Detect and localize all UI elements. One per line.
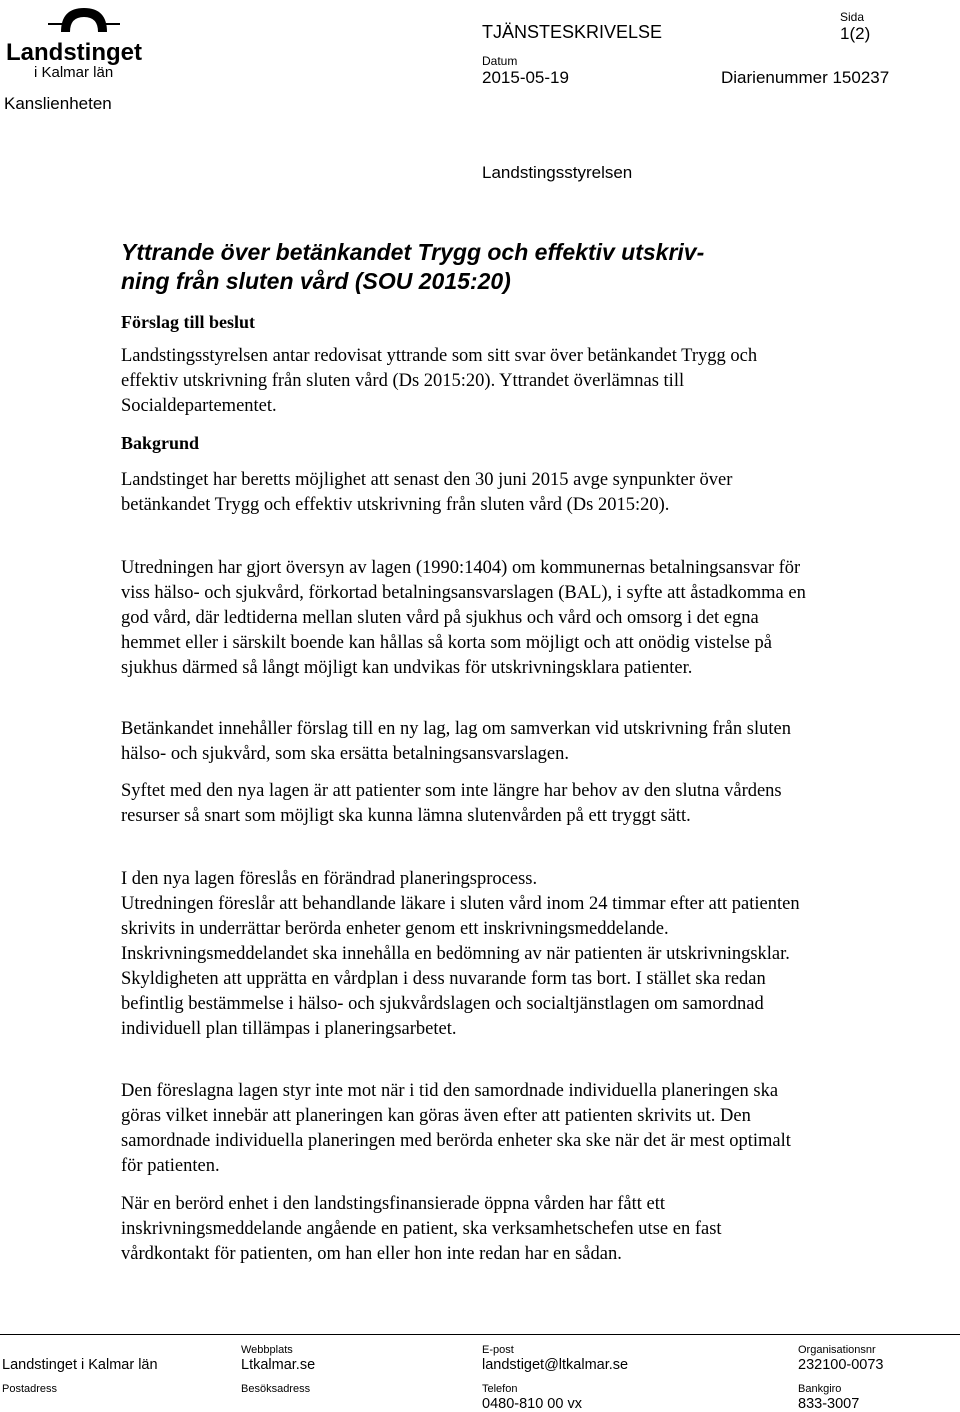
heading-background: Bakgrund	[121, 433, 200, 453]
paragraph: Utredningen har gjort översyn av lagen (1990:1404) om kommunernas betalningsansvar för viss hälso- och sjukvård, förkortad betalningsansvarslagen (BAL), i syfte att åstadkomma en god vård, där ledtiderna mellan sluten vård på sjukhus och vård och omsorg i det egna hemmet eller i särskilt boende kan hållas så korta som möjligt och att onödig vistelse på sjukhus därmed så långt möjligt kan undvikas för utskrivningsklara patienter.	[121, 558, 806, 678]
footer-phone-value: 0480-810 00 vx	[482, 1396, 582, 1412]
paragraph: Den föreslagna lagen styr inte mot när i tid den samordnade individuella planeringen ska göras vilket innebär att planeringen kan göras även efter att patienten skrivits ut. Den samordnade individuella planeringen med berörda enheter ska ske när det är mest optimalt för patienten.	[121, 1081, 791, 1176]
footer-orgnr-value: 232100-0073	[798, 1357, 884, 1373]
paragraph: Betänkandet innehåller förslag till en ny lag, lag om samverkan vid utskrivning från sluten hälso- och sjukvård, som ska ersätta betalningsansvarslagen.	[121, 719, 791, 764]
footer-bankgiro-label: Bankgiro	[798, 1383, 842, 1395]
paragraph: Utredningen föreslår att behandlande läkare i sluten vård inom 24 timmar efter att patienten skrivits in underrättar berörda enheter genom ett inskrivningsmeddelande. Inskrivningsmeddelandet ska innehålla en bedömning av när patienten är utskrivningsklar. Skyldigheten att upprätta en vårdplan i dess nuvarande form tas bort. I stället ska redan befintlig bestämmelse i hälso- och sjukvårdslagen och socialtjänstlagen om samordnad individuell plan tillämpas i planeringsarbetet.	[121, 894, 800, 1039]
paragraph: I den nya lagen föreslås en förändrad planeringsprocess.	[121, 869, 538, 889]
paragraph: Syftet med den nya lagen är att patienter som inte längre har behov av den slutna vårdens resurser så snart som möjligt ska kunna lämna slutenvården på ett tryggt sätt.	[121, 781, 782, 826]
department-name: Kanslienheten	[4, 94, 112, 113]
logo-name: Landstinget	[6, 39, 142, 66]
footer-postal-label: Postadress	[2, 1383, 58, 1395]
footer-web-link[interactable]: Ltkalmar.se	[241, 1357, 316, 1373]
page-number: 1(2)	[840, 24, 871, 43]
date-label: Datum	[482, 54, 518, 68]
footer-web-label: Webbplats	[241, 1344, 293, 1356]
organization-logo	[4, 2, 144, 82]
heading-proposal: Förslag till beslut	[121, 312, 255, 332]
footer-visit-label: Besöksadress	[241, 1383, 311, 1395]
page-label: Sida	[840, 10, 865, 24]
paragraph: Landstingsstyrelsen antar redovisat yttrande som sitt svar över betänkandet Trygg och effektiv utskrivning från sluten vård (Ds 2015:20). Yttrandet överlämnas till Socialdepartementet.	[121, 346, 758, 416]
paragraph: Landstinget har beretts möjlighet att senast den 30 juni 2015 avge synpunkter över betänkandet Trygg och effektiv utskrivning från sluten vård (Ds 2015:20).	[121, 470, 733, 515]
crown-emblem-icon	[4, 2, 144, 82]
diary-number: Diarienummer 150237	[721, 68, 890, 87]
footer-org-name: Landstinget i Kalmar län	[2, 1357, 158, 1373]
footer-email-label: E-post	[482, 1344, 514, 1356]
footer-divider	[0, 1334, 960, 1335]
footer-bankgiro-value: 833-3007	[798, 1396, 860, 1412]
logo-subtitle: i Kalmar län	[34, 64, 114, 81]
date-value: 2015-05-19	[482, 68, 569, 87]
footer-orgnr-label: Organisationsnr	[798, 1344, 876, 1356]
document-title	[121, 238, 821, 296]
paragraph: När en berörd enhet i den landstingsfinansierade öppna vården har fått ett inskrivningsmeddelande angående en patient, ska verksamhetschefen utse en fast vårdkontakt för patienten, om han eller hon inte redan har en sådan.	[121, 1194, 722, 1264]
title-line: ning från sluten vård (SOU 2015:20)	[121, 268, 511, 294]
document-type: TJÄNSTESKRIVELSE	[482, 22, 663, 42]
footer-phone-label: Telefon	[482, 1383, 518, 1395]
title-line: Yttrande över betänkandet Trygg och effektiv utskriv-	[121, 239, 705, 265]
recipient: Landstingsstyrelsen	[482, 163, 633, 182]
footer-email-link[interactable]: landstiget@ltkalmar.se	[482, 1357, 629, 1373]
